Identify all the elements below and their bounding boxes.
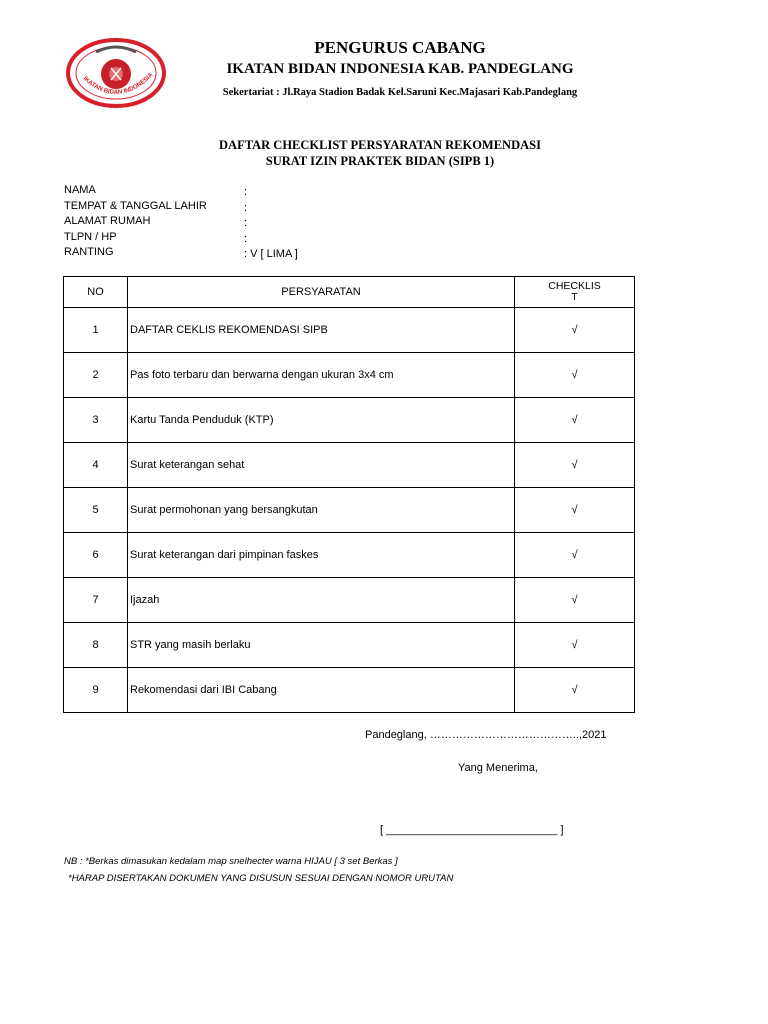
receiver-label: Yang Menerima,	[458, 762, 538, 774]
table-row	[64, 533, 635, 578]
field-label-tlpn-hp: TLPN / HP	[64, 231, 117, 243]
row-checkmark: √	[515, 488, 635, 533]
field-label-ranting: RANTING	[64, 246, 114, 258]
document-title-line-2: SURAT IZIN PRAKTEK BIDAN (SIPB 1)	[265, 154, 495, 168]
row-checkmark: √	[515, 623, 635, 668]
header-checklist-line-1: CHECKLIS	[548, 280, 601, 292]
table-row	[64, 308, 635, 353]
row-number: 2	[64, 353, 128, 398]
field-value-nama: :	[244, 186, 248, 198]
field-value-alamat-rumah: :	[244, 217, 248, 229]
field-value-tempat-tanggal-lahir: :	[244, 202, 248, 214]
row-number: 6	[64, 533, 128, 578]
header-no: NO	[64, 277, 128, 308]
row-checkmark: √	[515, 398, 635, 443]
row-checkmark: √	[515, 533, 635, 578]
row-checkmark: √	[515, 353, 635, 398]
row-number: 3	[64, 398, 128, 443]
header-persyaratan: PERSYARATAN	[128, 277, 515, 308]
table-row	[64, 443, 635, 488]
row-number: 5	[64, 488, 128, 533]
row-number: 9	[64, 668, 128, 713]
row-checkmark: √	[515, 443, 635, 488]
field-label-alamat-rumah: ALAMAT RUMAH	[64, 215, 151, 227]
row-requirement: Rekomendasi dari IBI Cabang	[128, 668, 515, 713]
header-checklist-line-2: T	[571, 291, 578, 303]
row-checkmark: √	[515, 578, 635, 623]
table-row	[64, 353, 635, 398]
org-full-name: IKATAN BIDAN INDONESIA KAB. PANDEGLANG	[226, 61, 574, 77]
document-title-line-1: DAFTAR CHECKLIST PERSYARATAN REKOMENDASI	[219, 138, 541, 152]
row-requirement: Ijazah	[128, 578, 515, 623]
note-berkas: NB : *Berkas dimasukan kedalam map snelhecter warna HIJAU [ 3 set Berkas ]	[64, 856, 398, 867]
row-checkmark: √	[515, 668, 635, 713]
row-requirement: STR yang masih berlaku	[128, 623, 515, 668]
field-value-ranting: : V [ LIMA ]	[244, 248, 298, 260]
row-requirement: Surat permohonan yang bersangkutan	[128, 488, 515, 533]
table-row	[64, 623, 635, 668]
row-number: 4	[64, 443, 128, 488]
field-label-nama: NAMA	[64, 184, 96, 196]
row-checkmark: √	[515, 308, 635, 353]
row-requirement: DAFTAR CEKLIS REKOMENDASI SIPB	[128, 308, 515, 353]
table-row	[64, 578, 635, 623]
field-value-tlpn-hp: :	[244, 233, 248, 245]
signature-line: [ ____________________________ ]	[380, 824, 564, 836]
row-number: 7	[64, 578, 128, 623]
org-name: PENGURUS CABANG	[314, 38, 486, 57]
row-number: 1	[64, 308, 128, 353]
requirements-table	[63, 276, 635, 713]
row-requirement: Pas foto terbaru dan berwarna dengan ukuran 3x4 cm	[128, 353, 515, 398]
field-label-tempat-tanggal-lahir: TEMPAT & TANGGAL LAHIR	[64, 200, 207, 212]
svg-text:IKATAN BIDAN INDONESIA: IKATAN BIDAN INDONESIA	[81, 71, 155, 97]
secretariat-address: Sekertariat : Jl.Raya Stadion Badak Kel.Saruni Kec.Majasari Kab.Pandeglang	[222, 87, 578, 98]
table-header-row	[64, 277, 635, 308]
table-row	[64, 668, 635, 713]
place-date: Pandeglang, …………………………………..,2021	[365, 729, 607, 741]
table-row	[64, 398, 635, 443]
table-row	[64, 488, 635, 533]
header-checklist	[515, 277, 635, 308]
note-urutan: *HARAP DISERTAKAN DOKUMEN YANG DISUSUN SESUAI DENGAN NOMOR URUTAN	[68, 873, 454, 884]
row-number: 8	[64, 623, 128, 668]
row-requirement: Kartu Tanda Penduduk (KTP)	[128, 398, 515, 443]
row-requirement: Surat keterangan dari pimpinan faskes	[128, 533, 515, 578]
row-requirement: Surat keterangan sehat	[128, 443, 515, 488]
